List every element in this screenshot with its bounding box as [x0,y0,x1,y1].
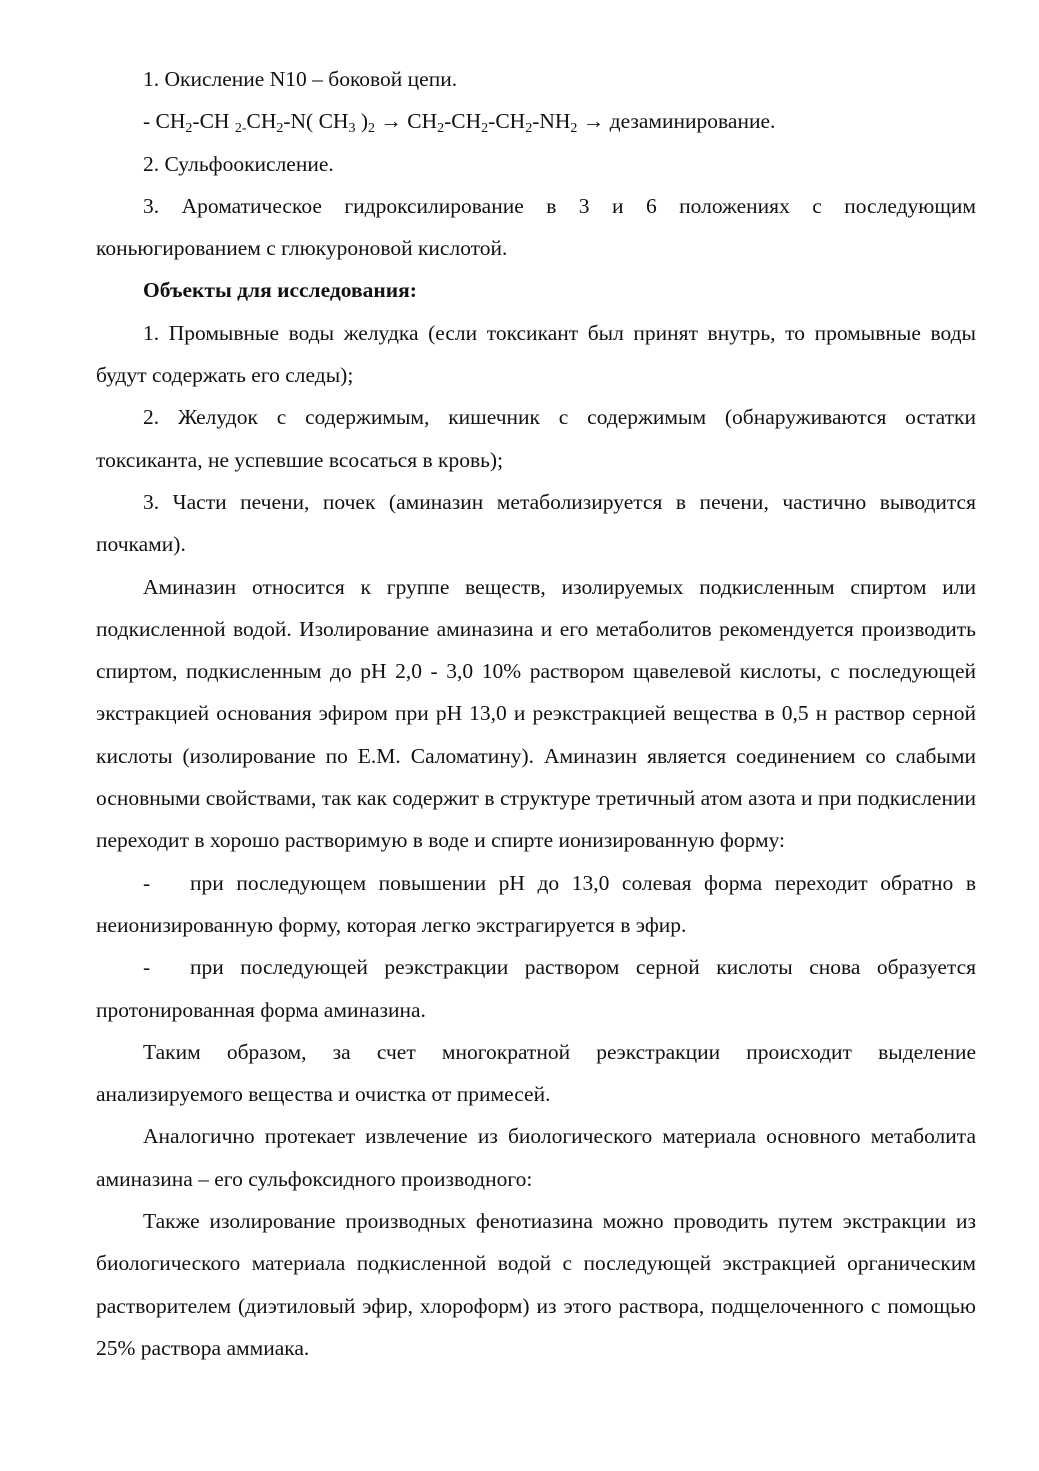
bullet-dash: - [143,870,151,895]
chemical-formula: - $CH_2-CH$ $_{2-}CH_2-N$( $CH_3$ )$_2 \to CH_2-CH_2-CH_2-NH_2$ → дезаминирование. [143,109,776,137]
object-item-3: 3. Части печени, почек (аминазин метаболизируется в печени, частично выводится почками). [96,489,976,557]
bullet-item-2 [96,946,976,1031]
document-page [96,58,976,1369]
object-item-2: 2. Желудок с содержимым, кишечник с содержимым (обнаруживаются остатки токсиканта, не успевшие всосаться в кровь); [96,405,976,472]
paragraph-phenothiazine: Также изолирование производных фенотиазина можно проводить путем экстракции из биологического материала подкисленной водой с последующей экстракцией органическим растворителем (диэтиловый эфир, хлороформ) из этого раствора, подщелоченного с помощью 25% раствора аммиака. [96,1209,976,1360]
bullet-dash: - [143,955,151,980]
paragraph-isolation: Аминазин относится к группе веществ, изолируемых подкисленным спиртом или подкисленной водой. Изолирование аминазина и его метаболитов рекомендуется производить спиртом, подкисленным до pH 2,0 - 3,0 10% раствором щавелевой кислоты, с последующей экстракцией основания эфиром при pH 13,0 и реэкстракцией вещества в 0,5 н раствор серной кислоты (изолирование по Е.М. Саломатину). Аминазин является соединением со слабыми основными свойствами, так как содержит в структуре третичный атом азота и при подкислении переходит в хорошо растворимую в воде и спирте ионизированную форму: [96,574,976,853]
object-item-1: 1. Промывные воды желудка (если токсикант был принят внутрь, то промывные воды будут содержать его следы); [96,320,976,388]
paragraph-metabolite: Аналогично протекает извлечение из биологического материала основного метаболита аминазина – его сульфоксидного производного: [96,1124,976,1191]
bullet-text: при последующей реэкстракции раствором серной кислоты снова образуется протонированная форма аминазина. [96,955,976,1022]
metabolism-step-3: 3. Ароматическое гидроксилирование в 3 и 6 положениях с последующим коньюгированием с глюкуроновой кислотой. [96,193,976,261]
metabolism-step-2: 2. Сульфоокисление. [143,151,334,176]
paragraph-summary: Таким образом, за счет многократной реэкстракции происходит выделение анализируемого вещества и очистка от примесей. [96,1039,976,1107]
objects-heading: Объекты для исследования: [143,278,417,303]
bullet-text: при последующем повышении pH до 13,0 солевая форма переходит обратно в неионизированную форму, которая легко экстрагируется в эфир. [96,870,976,937]
metabolism-step-1: 1. Окисление N10 – боковой цепи. [143,67,458,91]
bullet-item-1 [96,862,976,947]
